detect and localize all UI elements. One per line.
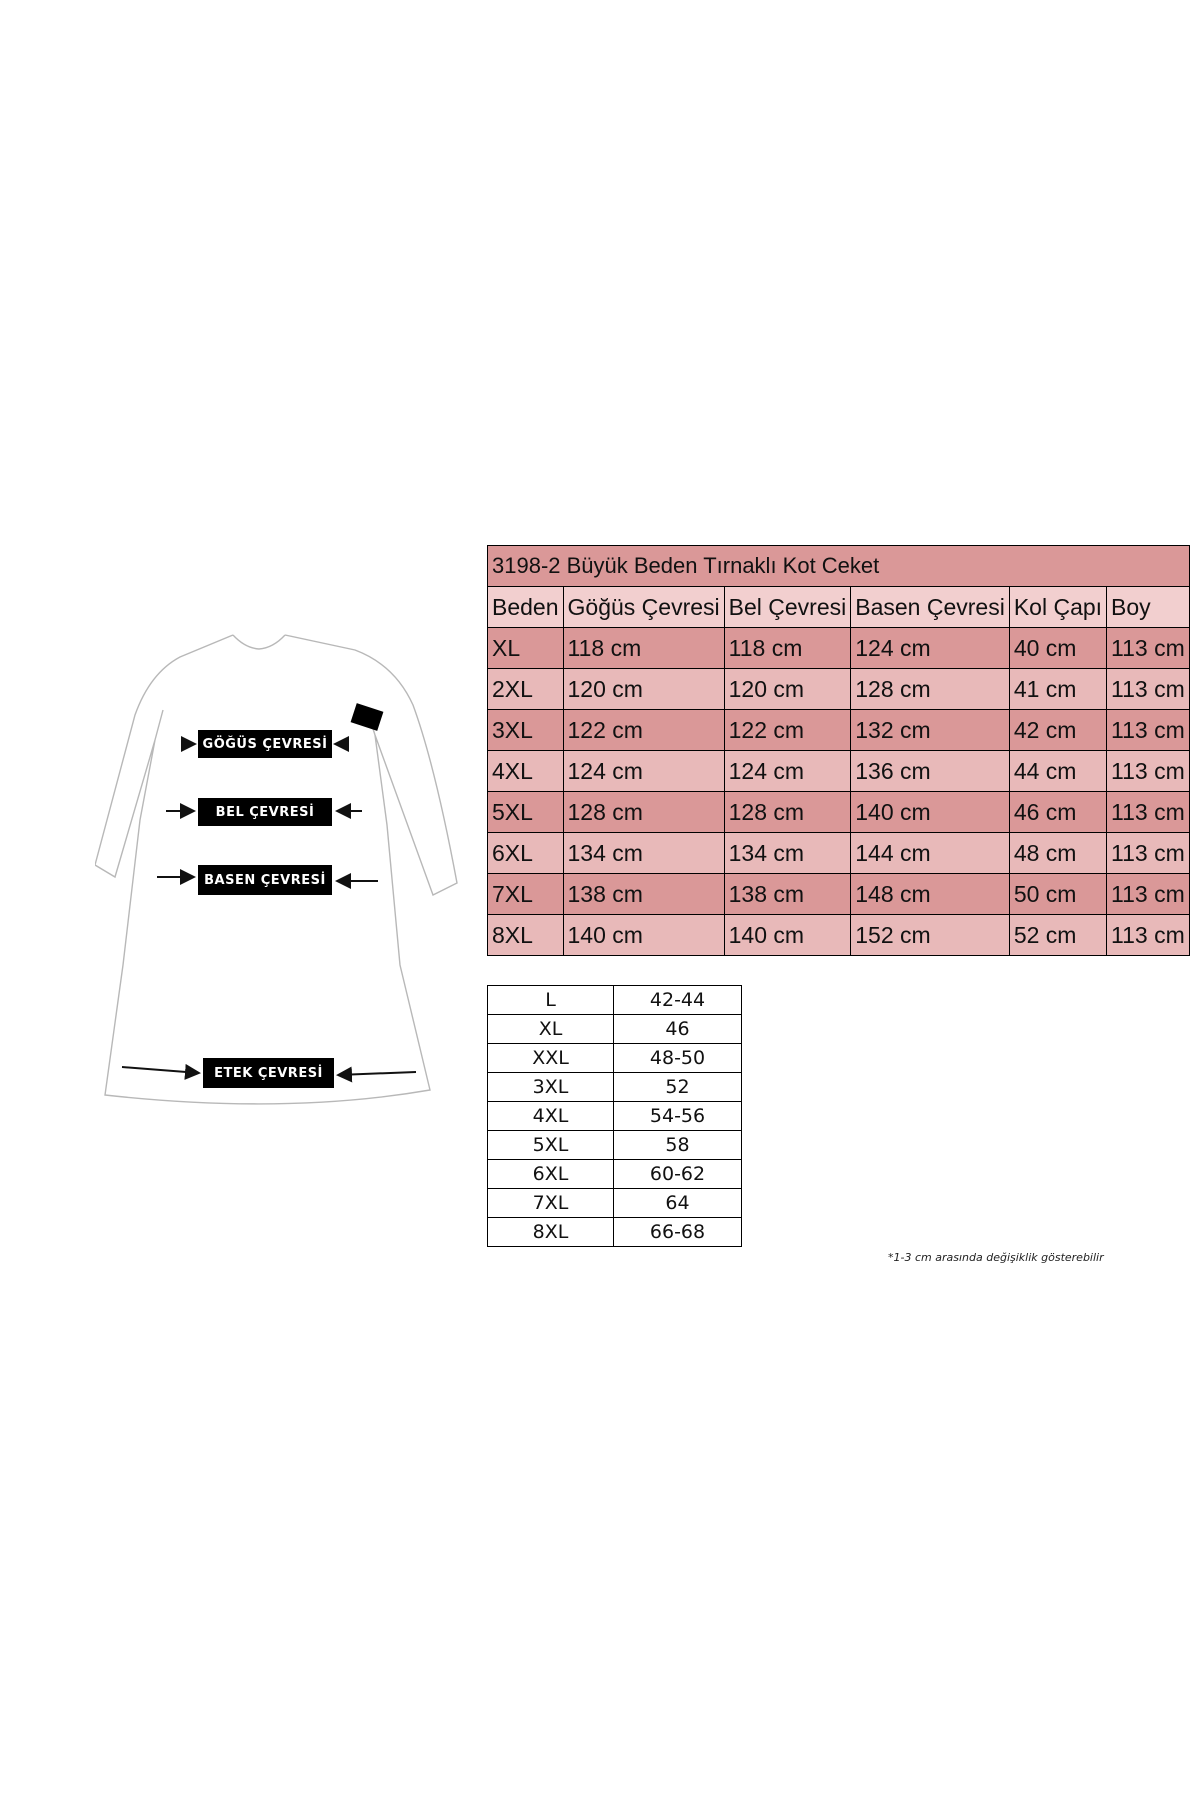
table-cell: 6XL [488, 833, 564, 874]
table-cell: 64 [614, 1189, 742, 1218]
table-cell: 54-56 [614, 1102, 742, 1131]
table-cell: 113 cm [1107, 628, 1190, 669]
table-cell: 113 cm [1107, 833, 1190, 874]
table-cell: XL [488, 628, 564, 669]
table-cell: XXL [488, 1044, 614, 1073]
table-cell: 58 [614, 1131, 742, 1160]
table-cell: 122 cm [724, 710, 851, 751]
hem-arrow-right [338, 1072, 416, 1075]
table-cell: 122 cm [563, 710, 724, 751]
table-cell: 113 cm [1107, 874, 1190, 915]
table-row [488, 710, 1190, 751]
hem-arrow-left [122, 1067, 199, 1073]
table-cell: 140 cm [851, 792, 1010, 833]
table-cell: 134 cm [563, 833, 724, 874]
table-cell: 3XL [488, 710, 564, 751]
table-cell: 128 cm [851, 669, 1010, 710]
table-row [488, 833, 1190, 874]
table-row [488, 915, 1190, 956]
table-row [488, 1189, 742, 1218]
table-cell: 152 cm [851, 915, 1010, 956]
table-cell: 60-62 [614, 1160, 742, 1189]
table-cell: 128 cm [563, 792, 724, 833]
table-cell: 132 cm [851, 710, 1010, 751]
table-cell: 7XL [488, 1189, 614, 1218]
table-cell: 8XL [488, 915, 564, 956]
table-cell: 5XL [488, 792, 564, 833]
table-cell: 48 cm [1009, 833, 1106, 874]
table-cell: 3XL [488, 1073, 614, 1102]
table-cell: 138 cm [724, 874, 851, 915]
table-cell: XL [488, 1015, 614, 1044]
table-cell: 2XL [488, 669, 564, 710]
table-row [488, 751, 1190, 792]
table-cell: 50 cm [1009, 874, 1106, 915]
table-row [488, 1160, 742, 1189]
table-row [488, 1044, 742, 1073]
table-cell: 120 cm [724, 669, 851, 710]
table-cell: 46 [614, 1015, 742, 1044]
table-row [488, 1073, 742, 1102]
table-cell: 52 cm [1009, 915, 1106, 956]
table-cell: 124 cm [724, 751, 851, 792]
table-cell: 134 cm [724, 833, 851, 874]
table-cell: L [488, 986, 614, 1015]
table-cell: 44 cm [1009, 751, 1106, 792]
table-cell: 118 cm [563, 628, 724, 669]
table-cell: 124 cm [851, 628, 1010, 669]
table-row [488, 1131, 742, 1160]
table-cell: 42 cm [1009, 710, 1106, 751]
hip-label: BASEN ÇEVRESİ [198, 865, 332, 895]
table-cell: 124 cm [563, 751, 724, 792]
table-row [488, 669, 1190, 710]
table-row [488, 792, 1190, 833]
table-row [488, 628, 1190, 669]
table-cell: 113 cm [1107, 751, 1190, 792]
table-cell: 113 cm [1107, 710, 1190, 751]
header-cell: Göğüs Çevresi [563, 587, 724, 628]
table-cell: 144 cm [851, 833, 1010, 874]
table-cell: 41 cm [1009, 669, 1106, 710]
size-chart-table [487, 545, 1190, 956]
size-chart-header-row [488, 587, 1190, 628]
table-cell: 52 [614, 1073, 742, 1102]
header-cell: Kol Çapı [1009, 587, 1106, 628]
table-row [488, 874, 1190, 915]
table-cell: 148 cm [851, 874, 1010, 915]
table-cell: 120 cm [563, 669, 724, 710]
table-cell: 140 cm [724, 915, 851, 956]
table-cell: 40 cm [1009, 628, 1106, 669]
header-cell: Basen Çevresi [851, 587, 1010, 628]
table-cell: 6XL [488, 1160, 614, 1189]
table-cell: 140 cm [563, 915, 724, 956]
table-cell: 113 cm [1107, 792, 1190, 833]
table-row [488, 1218, 742, 1247]
table-cell: 113 cm [1107, 915, 1190, 956]
table-cell: 118 cm [724, 628, 851, 669]
table-cell: 42-44 [614, 986, 742, 1015]
size-equivalence-table [487, 985, 742, 1247]
table-cell: 138 cm [563, 874, 724, 915]
table-cell: 128 cm [724, 792, 851, 833]
header-cell: Beden [488, 587, 564, 628]
table-cell: 66-68 [614, 1218, 742, 1247]
header-cell: Boy [1107, 587, 1190, 628]
hem-label: ETEK ÇEVRESİ [203, 1058, 334, 1088]
size-chart-title: 3198-2 Büyük Beden Tırnaklı Kot Ceket [488, 546, 1190, 587]
table-row [488, 986, 742, 1015]
header-cell: Bel Çevresi [724, 587, 851, 628]
table-row [488, 1102, 742, 1131]
tolerance-note: *1-3 cm arasında değişiklik gösterebilir [888, 1251, 1104, 1264]
chest-label: GÖĞÜS ÇEVRESİ [198, 730, 332, 758]
table-cell: 46 cm [1009, 792, 1106, 833]
table-cell: 4XL [488, 1102, 614, 1131]
waist-label: BEL ÇEVRESİ [198, 798, 332, 826]
table-cell: 48-50 [614, 1044, 742, 1073]
table-cell: 136 cm [851, 751, 1010, 792]
table-row [488, 1015, 742, 1044]
table-cell: 4XL [488, 751, 564, 792]
table-cell: 5XL [488, 1131, 614, 1160]
table-cell: 7XL [488, 874, 564, 915]
table-cell: 113 cm [1107, 669, 1190, 710]
table-cell: 8XL [488, 1218, 614, 1247]
